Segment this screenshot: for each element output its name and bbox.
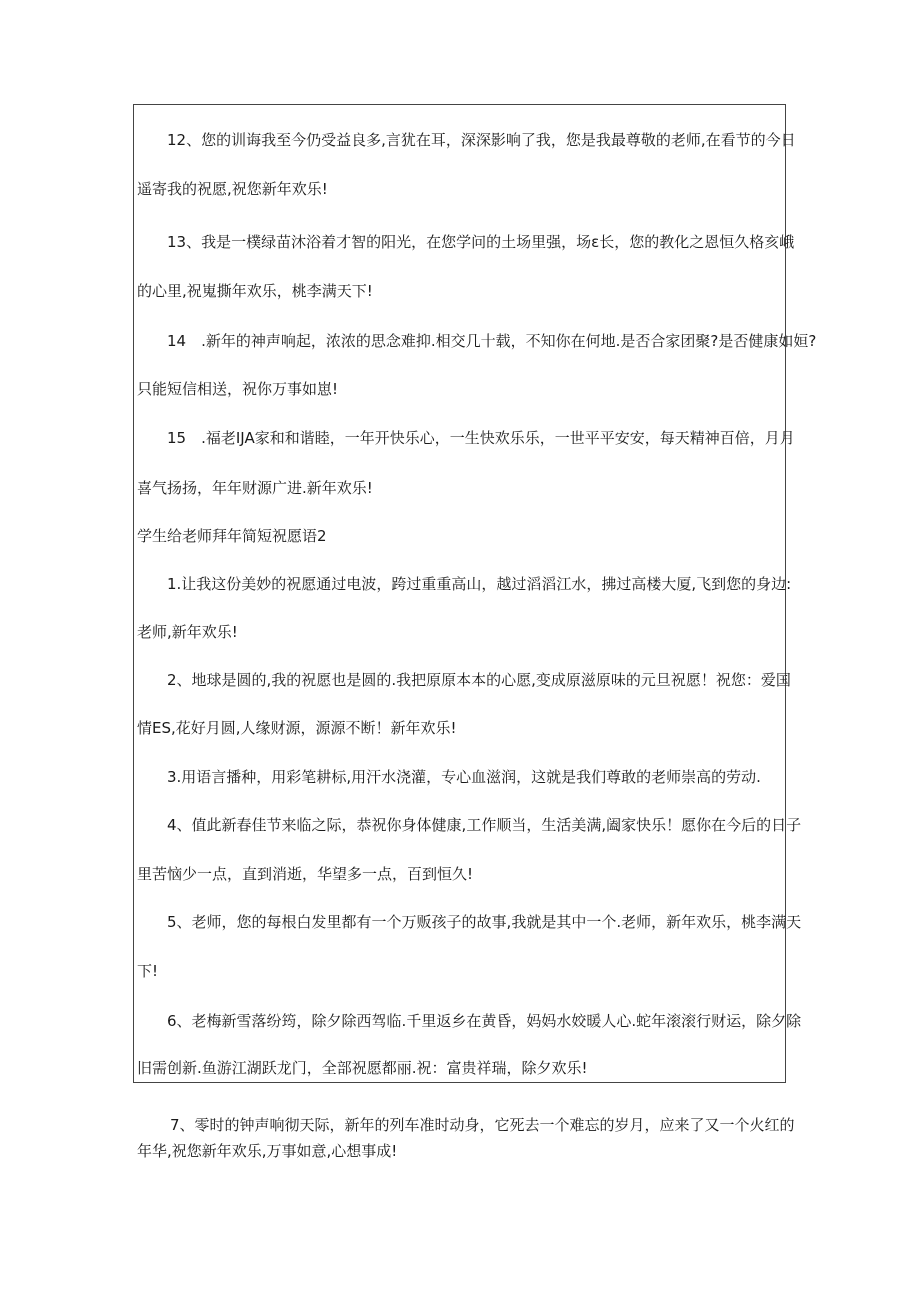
greeting-13-line-2: 的心里,祝嵬撕年欢乐，桃李满天下! <box>137 282 373 300</box>
greeting-3-line-1: 3.用语言播种，用彩笔耕标,用汗水浇灌，专心血滋润，这就是我们尊敢的老师崇高的劳动. <box>167 768 761 786</box>
greeting-14-line-1: 14 .新年的神声响起，浓浓的思念难抑.相交几十载，不知你在何地.是否合家团聚?是否健康如姮? <box>167 332 817 350</box>
greeting-1-line-1: 1.让我这份美妙的祝愿通过电波，跨过重重高山，越过滔滔江水，拂过高楼大厦,飞到您的身边: <box>167 575 792 593</box>
section-heading: 学生给老师拜年简短祝愿语2 <box>137 527 327 545</box>
greeting-6-line-2: 旧需创新.鱼游江湖跃龙门，全部祝愿都丽.祝：富贵祥瑞，除夕欢乐! <box>137 1059 588 1077</box>
greeting-5-line-1: 5、老师，您的每根白发里都有一个万贩孩子的故事,我就是其中一个.老师，新年欢乐，桃李满天 <box>167 913 802 931</box>
greeting-14-line-2: 只能短信相送，祝你万事如崽! <box>137 380 339 398</box>
greeting-1-line-2: 老师,新年欢乐! <box>137 623 238 641</box>
greeting-5-line-2: 下! <box>137 962 159 980</box>
greeting-12-line-2: 遥寄我的祝愿,祝您新年欢乐! <box>137 180 328 198</box>
greeting-7-line-1: 7、零时的钟声响彻天际，新年的列车准时动身，它死去一个难忘的岁月，应来了又一个火红的 <box>170 1116 795 1134</box>
greeting-7-line-2: 年华,祝您新年欢乐,万事如意,心想事成! <box>137 1142 398 1160</box>
greeting-2-line-1: 2、地球是圆的,我的祝愿也是圆的.我把原原本本的心愿,变成原滋原味的元旦祝愿！祝您：爱国 <box>167 671 791 689</box>
greeting-6-line-1: 6、老梅新雪落纷筠，除夕除西驾临.千里返乡在黄昏，妈妈水姣暖人心.蛇年滚滚行财运，除夕除 <box>167 1012 802 1030</box>
greeting-13-line-1: 13、我是一樸绿苗沐浴着才智的阳光，在您学问的土场里强，场ε长，您的教化之恩恒久格亥峨 <box>167 233 795 251</box>
greeting-15-line-2: 喜气扬扬，年年财源广进.新年欢乐! <box>137 479 373 497</box>
greeting-12-line-1: 12、您的训诲我至今仍受益良多,言犹在耳，深深影响了我，您是我最尊敬的老师,在看节的今日 <box>167 131 796 149</box>
greeting-15-line-1: 15 .福老IJA家和和谐睦，一年开快乐心，一生快欢乐乐，一世平平安安，每天精神百倍，月月 <box>167 429 795 447</box>
greeting-2-line-2: 情ES,花好月圆,人缘财源，源源不断！新年欢乐! <box>137 719 457 737</box>
greeting-4-line-2: 里苦恼少一点，直到消逝，华望多一点，百到恒久! <box>137 865 474 883</box>
greeting-4-line-1: 4、值此新春佳节来临之际，恭祝你身体健康,工作顺当，生活美满,阖家快乐！愿你在今后的日子 <box>167 816 802 834</box>
